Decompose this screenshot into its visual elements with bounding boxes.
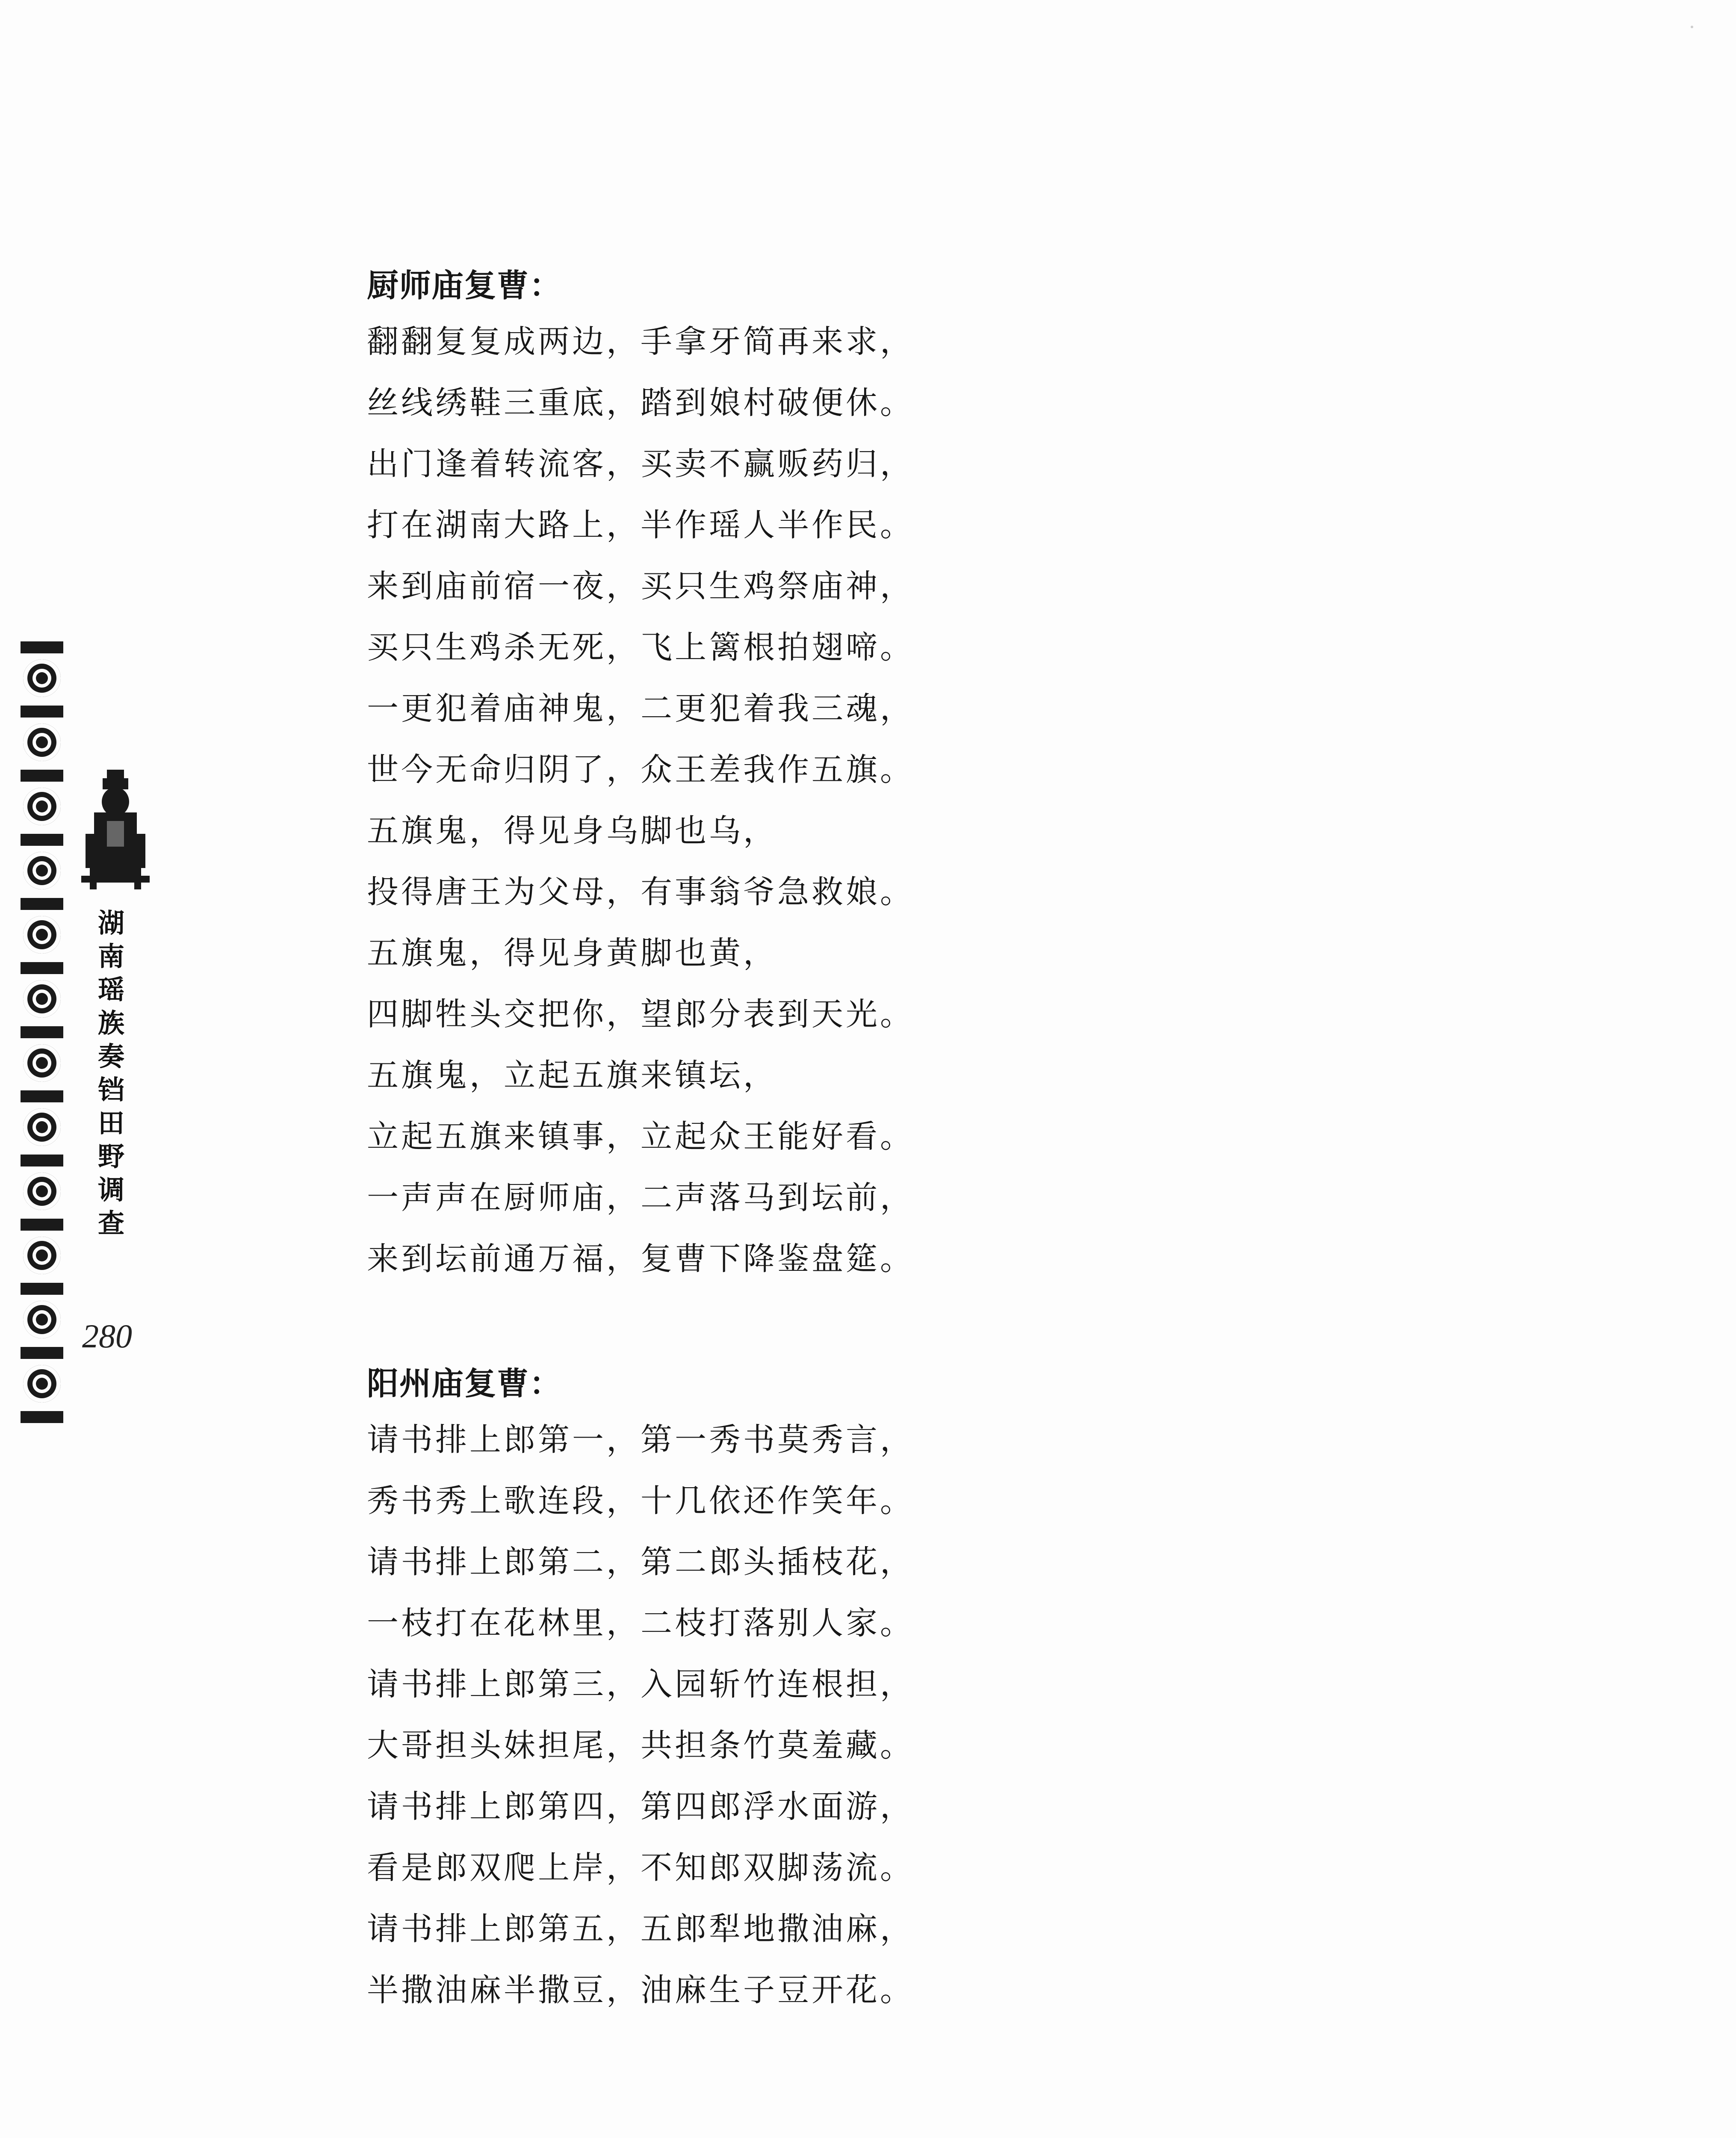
verse-line: 五旗鬼，得见身乌脚也乌， <box>367 812 777 849</box>
border-bar <box>21 1026 63 1038</box>
verse-line: 请书排上郎第一，第一秀书莫秀言， <box>367 1421 914 1458</box>
book-title-char: 族 <box>97 1007 124 1039</box>
border-bar <box>21 898 63 910</box>
border-bar <box>21 1283 63 1295</box>
border-bar <box>21 962 63 974</box>
border-motif <box>23 980 61 1018</box>
border-bar <box>21 1411 63 1423</box>
section-heading: 厨师庙复曹： <box>367 267 562 304</box>
border-motif <box>23 659 61 697</box>
verse-line: 来到坛前通万福，复曹下降鉴盘筵。 <box>367 1240 914 1277</box>
verse-line: 一更犯着庙神鬼，二更犯着我三魂， <box>367 690 914 727</box>
border-motif <box>23 852 61 889</box>
border-motif <box>23 723 61 761</box>
verse-line: 半撒油麻半撒豆，油麻生子豆开花。 <box>367 1972 914 2008</box>
border-bar <box>21 1219 63 1231</box>
border-motif <box>23 1237 61 1274</box>
border-motif <box>23 1044 61 1082</box>
border-bar <box>21 1090 63 1102</box>
section-heading: 阳州庙复曹： <box>367 1365 562 1402</box>
verse-line: 打在湖南大路上，半作瑶人半作民。 <box>367 507 914 543</box>
book-title-char: 田 <box>97 1107 124 1139</box>
verse-line: 一枝打在花林里，二枝打落别人家。 <box>367 1605 914 1642</box>
page-number: 280 <box>82 1317 132 1355</box>
book-title-vertical <box>88 907 135 1240</box>
border-motif <box>23 1301 61 1338</box>
verse-line: 秀书秀上歌连段，十几依还作笑年。 <box>367 1482 914 1519</box>
border-bar <box>21 770 63 782</box>
verse-line: 翻翻复复成两边，手拿牙简再来求， <box>367 323 914 360</box>
border-bar <box>21 641 63 653</box>
border-motif <box>23 916 61 954</box>
verse-line: 投得唐王为父母，有事翁爷急救娘。 <box>367 874 914 910</box>
book-title-char: 野 <box>97 1141 124 1172</box>
book-title-char: 查 <box>97 1208 124 1239</box>
verse-line: 请书排上郎第二，第二郎头插枝花， <box>367 1544 914 1580</box>
verse-line: 五旗鬼，得见身黄脚也黄， <box>367 935 777 972</box>
border-motif <box>23 1172 61 1210</box>
seated-statue-icon <box>64 761 167 889</box>
book-title-char: 南 <box>97 941 124 972</box>
verse-line: 请书排上郎第三，入园斩竹连根担， <box>367 1666 914 1703</box>
book-title-char: 铛 <box>97 1074 124 1105</box>
verse-line: 立起五旗来镇事，立起众王能好看。 <box>367 1118 914 1155</box>
main-text-column <box>367 260 1008 2021</box>
verse-line: 买只生鸡杀无死，飞上篱根拍翅啼。 <box>367 629 914 666</box>
border-motif <box>23 1108 61 1146</box>
verse-line: 来到庙前宿一夜，买只生鸡祭庙神， <box>367 568 914 605</box>
book-title-char: 瑶 <box>97 974 124 1005</box>
verse-line: 请书排上郎第四，第四郎浮水面游， <box>367 1788 914 1825</box>
section-gap <box>367 1290 1008 1358</box>
border-bar <box>21 706 63 718</box>
verse-line: 出门逢着转流客，买卖不赢贩药归， <box>367 446 914 482</box>
verse-line: 世今无命归阴了，众王差我作五旗。 <box>367 751 914 788</box>
verse-line: 看是郎双爬上岸，不知郎双脚荡流。 <box>367 1849 914 1886</box>
border-motif <box>23 1365 61 1403</box>
book-title-char: 湖 <box>97 907 124 939</box>
decorative-border-strip <box>21 641 63 1428</box>
verse-line: 四脚牲头交把你，望郎分表到天光。 <box>367 996 914 1033</box>
border-bar <box>21 834 63 846</box>
border-motif <box>23 788 61 825</box>
book-title-char: 奏 <box>97 1041 124 1072</box>
scan-speck <box>1691 26 1693 28</box>
border-bar <box>21 1347 63 1359</box>
verse-line: 请书排上郎第五，五郎犁地撒油麻， <box>367 1911 914 1947</box>
book-title-char: 调 <box>97 1174 124 1205</box>
verse-line: 大哥担头妹担尾，共担条竹莫羞藏。 <box>367 1727 914 1764</box>
border-bar <box>21 1155 63 1166</box>
verse-line: 丝线绣鞋三重底，踏到娘村破便休。 <box>367 384 914 421</box>
verse-line: 五旗鬼，立起五旗来镇坛， <box>367 1057 777 1094</box>
verse-line: 一声声在厨师庙，二声落马到坛前， <box>367 1179 914 1216</box>
